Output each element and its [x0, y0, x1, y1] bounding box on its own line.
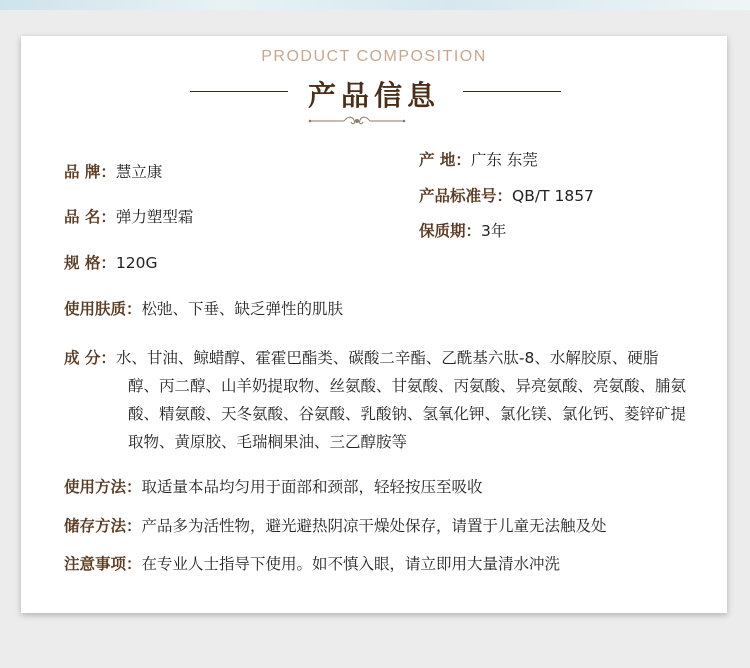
- brand-value: 慧立康: [115, 163, 163, 181]
- brand-label: 品 牌：: [64, 163, 116, 181]
- standard-value: QB/T 1857: [512, 187, 594, 205]
- product-name-label: 品 名：: [64, 208, 116, 226]
- chinese-heading: 产品信息: [307, 79, 440, 112]
- english-heading: PRODUCT COMPOSITION: [261, 48, 487, 65]
- origin-label: 产 地：: [419, 151, 471, 169]
- ingredients-line-1: [64, 344, 712, 372]
- ingredients-label: 成 分：: [64, 349, 116, 367]
- ingredients-line-2: 醇、丙二醇、山羊奶提取物、丝氨酸、甘氨酸、丙氨酸、异亮氨酸、亮氨酸、脯氨: [128, 377, 687, 395]
- origin-value: 广东 东莞: [470, 151, 538, 169]
- top-banner-strip: [0, 0, 750, 10]
- ingredients-text-1: 水、甘油、鲸蜡醇、霍霍巴酯类、碳酸二辛酯、乙酰基六肽-8、水解胶原、硬脂: [115, 349, 659, 367]
- spec-row: [64, 253, 158, 273]
- storage-method-value: 产品多为活性物，避光避热阴凉干燥处保存，请置于儿童无法触及处: [141, 517, 607, 535]
- skin-type-label: 使用肤质：: [64, 300, 142, 318]
- shelf-life-value: 3年: [481, 222, 507, 240]
- ingredients-line-3: 酸、精氨酸、天冬氨酸、谷氨酸、乳酸钠、氢氧化钾、氯化镁、氯化钙、菱锌矿提: [128, 405, 687, 423]
- product-info-card: [21, 36, 727, 613]
- ingredients-block: [64, 344, 712, 456]
- origin-row: [419, 150, 538, 170]
- shelf-life-row: [419, 221, 506, 241]
- skin-type-value: 松弛、下垂、缺乏弹性的肌肤: [141, 300, 344, 318]
- shelf-life-label: 保质期：: [419, 222, 482, 240]
- skin-type-row: [64, 299, 343, 319]
- product-name-row: [64, 207, 193, 227]
- usage-method-row: [64, 477, 483, 497]
- storage-method-row: [64, 516, 607, 536]
- spec-value: 120G: [115, 254, 158, 272]
- usage-method-value: 取适量本品均匀用于面部和颈部，轻轻按压至吸收: [141, 478, 483, 496]
- product-name-value: 弹力塑型霜: [115, 208, 194, 226]
- usage-method-label: 使用方法：: [64, 478, 142, 496]
- notice-label: 注意事项：: [64, 555, 142, 573]
- standard-row: [419, 186, 594, 206]
- notice-value: 在专业人士指导下使用。如不慎入眼，请立即用大量清水冲洗: [141, 555, 561, 573]
- brand-row: [64, 162, 162, 182]
- ingredients-line-4: 取物、黄原胶、毛瑞榈果油、三乙醇胺等: [128, 433, 408, 451]
- storage-method-label: 储存方法：: [64, 517, 142, 535]
- notice-row: [64, 554, 560, 574]
- spec-label: 规 格：: [64, 254, 116, 272]
- ornament-flourish-icon: [308, 114, 406, 128]
- standard-label: 产品标准号：: [419, 187, 513, 205]
